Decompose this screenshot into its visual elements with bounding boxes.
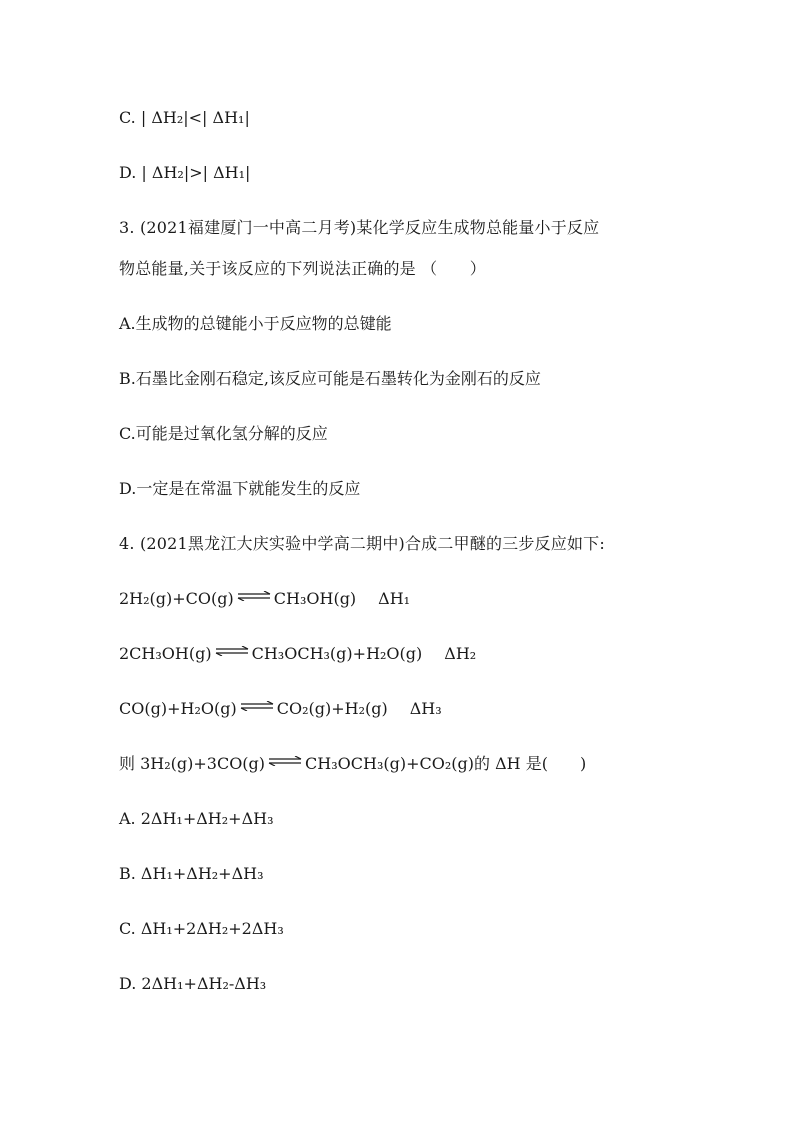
reaction-2-dh: ΔH₂	[444, 644, 477, 663]
q4-reaction-1	[119, 589, 410, 609]
q4-option-a: A. 2ΔH₁+ΔH₂+ΔH₃	[119, 809, 274, 828]
reaction-3-right: CO₂(g)+H₂(g)	[276, 699, 388, 718]
equilibrium-arrow-icon	[268, 756, 302, 766]
equilibrium-arrow-icon	[240, 701, 274, 711]
q4-question	[119, 754, 586, 774]
q4-option-c: C. ΔH₁+2ΔH₂+2ΔH₃	[119, 919, 284, 938]
equilibrium-arrow-icon	[215, 646, 249, 656]
reaction-2-right: CH₃OCH₃(g)+H₂O(g)	[251, 644, 423, 663]
q4-option-b: B. ΔH₁+ΔH₂+ΔH₃	[119, 864, 264, 883]
q4-reaction-3	[119, 699, 442, 719]
q3-option-c: C.可能是过氧化氢分解的反应	[119, 424, 328, 443]
question-right: CH₃OCH₃(g)+CO₂(g)的 ΔH 是( )	[305, 754, 587, 773]
q2-option-d: D. | ΔH₂|>| ΔH₁|	[119, 163, 251, 182]
reaction-1-dh: ΔH₁	[378, 589, 411, 608]
q4-stem: 4. (2021黑龙江大庆实验中学高二期中)合成二甲醚的三步反应如下:	[119, 534, 605, 553]
reaction-3-dh: ΔH₃	[409, 699, 442, 718]
q4-reaction-2	[119, 644, 476, 664]
q3-stem-line2: 物总能量,关于该反应的下列说法正确的是 （ ）	[119, 259, 486, 278]
equilibrium-arrow-icon	[237, 591, 271, 601]
q4-option-d: D. 2ΔH₁+ΔH₂-ΔH₃	[119, 974, 267, 993]
q2-option-c: C. | ΔH₂|<| ΔH₁|	[119, 108, 250, 127]
question-left: 则 3H₂(g)+3CO(g)	[119, 754, 266, 773]
q3-option-a: A.生成物的总键能小于反应物的总键能	[119, 314, 392, 333]
reaction-1-right: CH₃OH(g)	[273, 589, 357, 608]
reaction-1-left: 2H₂(g)+CO(g)	[119, 589, 234, 608]
q3-stem-line1: 3. (2021福建厦门一中高二月考)某化学反应生成物总能量小于反应	[119, 218, 600, 237]
q3-option-b: B.石墨比金刚石稳定,该反应可能是石墨转化为金刚石的反应	[119, 369, 541, 388]
reaction-2-left: 2CH₃OH(g)	[119, 644, 212, 663]
reaction-3-left: CO(g)+H₂O(g)	[119, 699, 237, 718]
q3-option-d: D.一定是在常温下就能发生的反应	[119, 479, 361, 498]
